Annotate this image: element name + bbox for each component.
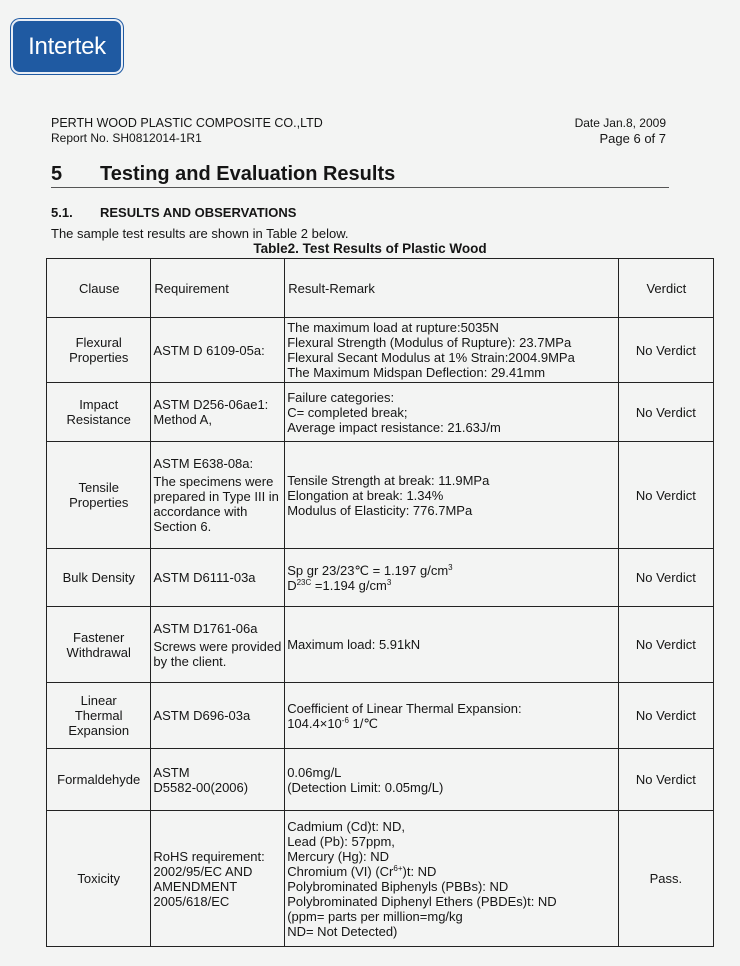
requirement-line: ASTM D 6109-05a: (153, 342, 265, 358)
result-line: $104.4\times 10^{-6}$ 1/℃ (287, 715, 378, 731)
requirement-cell (151, 383, 285, 442)
result-line: Average impact resistance: 21.63J/m (287, 419, 501, 435)
table-row (47, 607, 714, 683)
requirement-cell (151, 318, 285, 383)
requirement-line: ASTM D256-06ae1: (153, 397, 269, 412)
clause-line: Resistance (66, 412, 131, 427)
header-result-remark: Result-Remark (285, 259, 619, 318)
result-cell (285, 383, 619, 442)
verdict-cell: No Verdict (618, 683, 713, 749)
clause-cell (47, 683, 151, 749)
report-date: Date Jan.8, 2009 (574, 116, 666, 130)
clause-line: Fastener (73, 629, 125, 645)
table-row (47, 749, 714, 811)
result-cell (285, 318, 619, 383)
clause-line: Properties (69, 495, 129, 510)
requirement-line: ASTM E638-08a: (153, 456, 254, 471)
table-row (47, 383, 714, 442)
requirement-line: D5582-00(2006) (153, 779, 249, 795)
table-row (47, 442, 714, 549)
results-table (46, 258, 714, 947)
clause-line: Expansion (68, 723, 130, 738)
clause-line: Withdrawal (66, 644, 131, 660)
result-line: Cadmium (Cd)t: ND, (287, 818, 405, 834)
result-line: Polybrominated Biphenyls (PBBs): ND (287, 878, 509, 894)
result-line: Coefficient of Linear Thermal Expansion: (287, 700, 522, 716)
clause-cell: Formaldehyde (47, 749, 151, 811)
section-heading (51, 161, 669, 188)
result-line: Sp gr 23/23℃ = 1.197 $g/cm^3$ (287, 562, 453, 578)
clause-cell: Toxicity (47, 811, 151, 947)
result-line: Flexural Secant Modulus at 1% Strain:2004.9MPa (287, 350, 575, 365)
result-line: Lead (Pb): 57ppm, (287, 833, 395, 849)
report-header-right (575, 116, 666, 146)
page-number: Page 6 of 7 (599, 131, 666, 146)
result-line: Mercury (Hg): ND (287, 848, 390, 864)
section-title: Testing and Evaluation Results (100, 163, 396, 185)
table-row (47, 811, 714, 947)
requirement-cell: ASTM D6111-03a (151, 549, 285, 607)
requirement-note: The specimens were prepared in Type III in accordance with Section 6. (153, 474, 279, 534)
requirement-note: Screws were provided by the client. (153, 638, 282, 669)
result-line: Failure categories: (287, 389, 395, 405)
result-cell: Maximum load: 5.91kN (285, 607, 619, 683)
requirement-line: 2005/618/EC (153, 893, 230, 909)
intro-text: The sample test results are shown in Table 2 below. (51, 226, 349, 241)
header-verdict: Verdict (618, 259, 713, 318)
result-line: (Detection Limit: 0.05mg/L) (287, 779, 444, 795)
clause-line: Linear (80, 693, 117, 708)
clause-cell (47, 607, 151, 683)
company-name: PERTH WOOD PLASTIC COMPOSITE CO.,LTD (51, 116, 323, 130)
result-line: The Maximum Midspan Deflection: 29.41mm (287, 365, 546, 380)
verdict-cell: Pass. (618, 811, 713, 947)
clause-cell (47, 318, 151, 383)
verdict-cell: No Verdict (618, 318, 713, 383)
result-cell (285, 442, 619, 549)
verdict-cell: No Verdict (618, 442, 713, 549)
result-line: Tensile Strength at break: 11.9MPa (287, 472, 490, 488)
report-header-left (51, 116, 323, 146)
result-line: ND= Not Detected) (287, 923, 398, 939)
verdict-cell: No Verdict (618, 383, 713, 442)
result-cell (285, 683, 619, 749)
result-line: Modulus of Elasticity: 776.7MPa (287, 502, 473, 518)
table-caption: Table2. Test Results of Plastic Wood (253, 241, 487, 256)
requirement-cell (151, 607, 285, 683)
requirement-line: Method A, (153, 412, 212, 427)
clause-line: Impact (79, 397, 119, 412)
result-line: Chromium (VI) $(Cr^{6+})t$: ND (287, 863, 437, 879)
verdict-cell: No Verdict (618, 607, 713, 683)
clause-line: Properties (69, 350, 129, 365)
requirement-cell (151, 749, 285, 811)
result-cell (285, 749, 619, 811)
table-row (47, 683, 714, 749)
result-line: Polybrominated Diphenyl Ethers (PBDEs)t: ND (287, 893, 557, 909)
report-number: Report No. SH0812014-1R1 (51, 131, 202, 145)
requirement-line: ASTM (153, 764, 190, 780)
requirement-line: AMENDMENT (153, 878, 238, 894)
result-line: Elongation at break: 1.34% (287, 487, 444, 503)
requirement-cell (151, 442, 285, 549)
table-row (47, 318, 714, 383)
clause-cell (47, 383, 151, 442)
result-line: $D^{23C} =1.194$ $g/cm^3$ (287, 577, 392, 593)
header-clause: Clause (47, 259, 151, 318)
result-cell (285, 811, 619, 947)
requirement-cell (151, 811, 285, 947)
section-number: 5 (51, 163, 63, 185)
result-line: C= completed break; (287, 404, 408, 420)
verdict-cell: No Verdict (618, 549, 713, 607)
clause-line: Tensile (78, 480, 119, 495)
result-cell (285, 549, 619, 607)
clause-line: Flexural (75, 335, 122, 350)
requirement-line: ASTM D1761-06a (153, 620, 258, 636)
subsection-heading (51, 205, 296, 220)
subsection-number: 5.1. (51, 205, 73, 220)
result-line: 0.06mg/L (287, 764, 342, 780)
header-requirement: Requirement (151, 259, 285, 318)
requirement-line: RoHS requirement: (153, 848, 265, 864)
result-line: (ppm= parts per million=mg/kg (287, 908, 463, 924)
clause-cell (47, 442, 151, 549)
table-row (47, 549, 714, 607)
table-header-row (47, 259, 714, 318)
result-line: Flexural Strength (Modulus of Rupture): 23.7MPa (287, 335, 572, 350)
requirement-line: 2002/95/EC AND (153, 863, 253, 879)
requirement-cell: ASTM D696-03a (151, 683, 285, 749)
subsection-title: RESULTS AND OBSERVATIONS (100, 205, 297, 220)
clause-line: Thermal (74, 708, 123, 723)
intertek-logo: Intertek (11, 19, 123, 74)
result-line: The maximum load at rupture:5035N (287, 320, 499, 335)
clause-cell: Bulk Density (47, 549, 151, 607)
verdict-cell: No Verdict (618, 749, 713, 811)
